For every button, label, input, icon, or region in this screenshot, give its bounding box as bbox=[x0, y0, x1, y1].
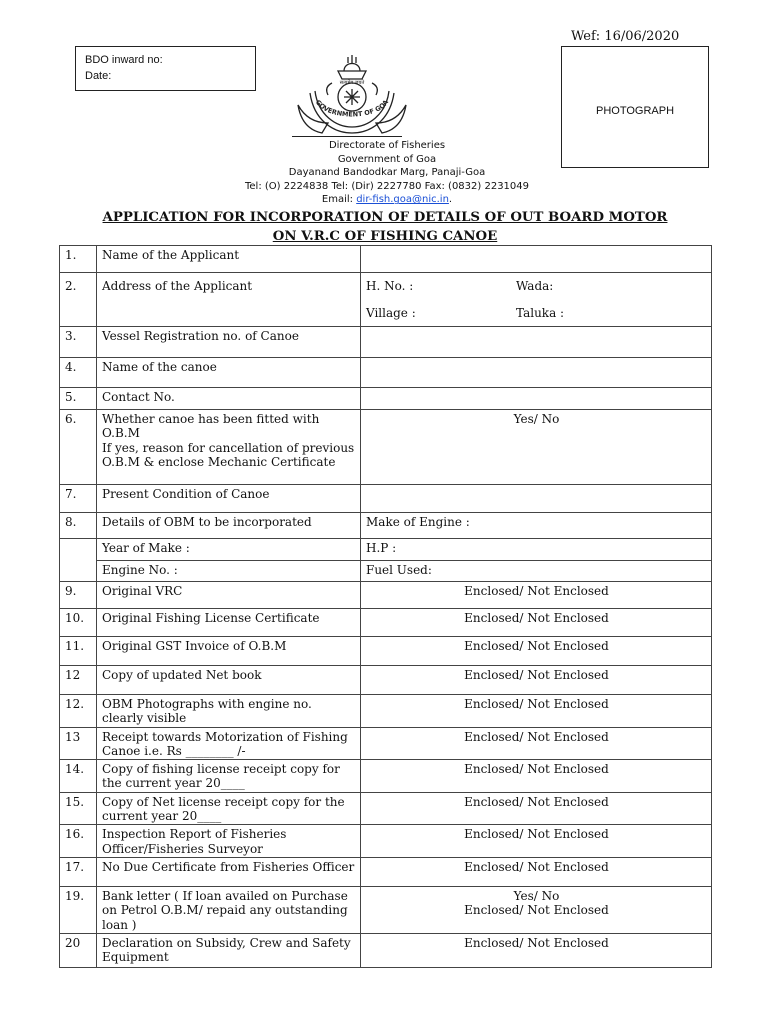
row-label: Receipt towards Motorization of Fishing Canoe i.e. Rs ________ /- bbox=[97, 727, 361, 760]
row-number: 7. bbox=[60, 485, 97, 513]
row-label: Address of the Applicant bbox=[97, 273, 361, 327]
row-label: Declaration on Subsidy, Crew and Safety Equipment bbox=[97, 933, 361, 967]
table-row bbox=[60, 561, 712, 582]
row-number: 15. bbox=[60, 792, 97, 825]
contact-no-field[interactable] bbox=[361, 388, 712, 410]
table-row bbox=[60, 273, 712, 327]
bank-letter-status[interactable] bbox=[361, 886, 712, 933]
government-of-goa-emblem bbox=[288, 53, 416, 139]
government-name: Government of Goa bbox=[337, 153, 437, 165]
header-divider bbox=[292, 136, 402, 137]
row-number: 3. bbox=[60, 327, 97, 358]
telephone-line: Tel: (O) 2224838 Tel: (Dir) 2227780 Fax: (0832) 2231049 bbox=[244, 180, 530, 192]
row-number: 8. bbox=[60, 513, 97, 539]
street-address: Dayanand Bandodkar Marg, Panaji-Goa bbox=[288, 167, 486, 179]
row-label: Inspection Report of Fisheries Officer/Fisheries Surveyor bbox=[97, 825, 361, 858]
enclosed-status[interactable]: Enclosed/ Not Enclosed bbox=[361, 760, 712, 793]
row-number: 17. bbox=[60, 857, 97, 886]
row-number: 12. bbox=[60, 695, 97, 728]
bdo-inward-label: BDO inward no: bbox=[85, 54, 163, 66]
table-row bbox=[60, 792, 712, 825]
row-label: Vessel Registration no. of Canoe bbox=[97, 327, 361, 358]
form-title bbox=[60, 208, 710, 246]
table-row bbox=[60, 727, 712, 760]
table-row bbox=[60, 582, 712, 609]
row-number: 9. bbox=[60, 582, 97, 609]
row-number: 19. bbox=[60, 886, 97, 933]
bdo-inward-box bbox=[75, 46, 256, 91]
applicant-address-field[interactable] bbox=[361, 273, 712, 327]
enclosed-status[interactable]: Enclosed/ Not Enclosed bbox=[361, 695, 712, 728]
row-number: 4. bbox=[60, 358, 97, 388]
row-number: 6. bbox=[60, 410, 97, 485]
applicant-name-field[interactable] bbox=[361, 246, 712, 273]
canoe-name-field[interactable] bbox=[361, 358, 712, 388]
table-row bbox=[60, 609, 712, 637]
row-label: Contact No. bbox=[97, 388, 361, 410]
form-title-line1: APPLICATION FOR INCORPORATION OF DETAILS OF OUT BOARD MOTOR bbox=[102, 210, 668, 225]
table-row bbox=[60, 666, 712, 695]
vessel-registration-field[interactable] bbox=[361, 327, 712, 358]
row-number: 12 bbox=[60, 666, 97, 695]
row-label: Name of the canoe bbox=[97, 358, 361, 388]
row-label: Original VRC bbox=[97, 582, 361, 609]
application-form-table bbox=[59, 245, 712, 968]
bdo-date-label: Date: bbox=[85, 70, 112, 82]
department-name: Directorate of Fisheries bbox=[328, 140, 446, 151]
row-label bbox=[97, 410, 361, 485]
row-label: Original GST Invoice of O.B.M bbox=[97, 637, 361, 666]
table-row bbox=[60, 246, 712, 273]
row-number: 2. bbox=[60, 273, 97, 327]
village-label: Village : bbox=[366, 306, 416, 321]
row-number: 10. bbox=[60, 609, 97, 637]
photograph-label: PHOTOGRAPH bbox=[595, 105, 675, 117]
row-label: OBM Photographs with engine no. clearly visible bbox=[97, 695, 361, 728]
row-number: 5. bbox=[60, 388, 97, 410]
year-of-make-label: Year of Make : bbox=[97, 539, 361, 561]
row-label: Copy of updated Net book bbox=[97, 666, 361, 695]
form-title-line2: ON V.R.C OF FISHING CANOE bbox=[272, 229, 498, 244]
table-row bbox=[60, 933, 712, 967]
department-address bbox=[180, 139, 594, 207]
table-row bbox=[60, 539, 712, 561]
table-row bbox=[60, 637, 712, 666]
enclosed-status[interactable]: Enclosed/ Not Enclosed bbox=[361, 609, 712, 637]
table-row bbox=[60, 410, 712, 485]
row-label: Bank letter ( If loan availed on Purchase on Petrol O.B.M/ repaid any outstanding loan ) bbox=[97, 886, 361, 933]
enclosed-status[interactable]: Enclosed/ Not Enclosed bbox=[361, 857, 712, 886]
hno-label: H. No. : bbox=[366, 279, 414, 293]
bank-letter-yes-no: Yes/ No bbox=[513, 888, 560, 903]
enclosed-status[interactable]: Enclosed/ Not Enclosed bbox=[361, 666, 712, 695]
emblem-ring-text: GOVERNMENT OF GOA bbox=[313, 98, 391, 119]
table-row bbox=[60, 485, 712, 513]
enclosed-status[interactable]: Enclosed/ Not Enclosed bbox=[361, 727, 712, 760]
enclosed-status[interactable]: Enclosed/ Not Enclosed bbox=[361, 792, 712, 825]
bank-letter-enclosed: Enclosed/ Not Enclosed bbox=[464, 903, 609, 918]
row-label: No Due Certificate from Fisheries Officer bbox=[97, 857, 361, 886]
row-number: 14. bbox=[60, 760, 97, 793]
row-number bbox=[60, 561, 97, 582]
email-link[interactable]: dir-fish.goa@nic.in bbox=[356, 194, 449, 206]
row-label: Details of OBM to be incorporated bbox=[97, 513, 361, 539]
table-row bbox=[60, 825, 712, 858]
row-label: Original Fishing License Certificate bbox=[97, 609, 361, 637]
hp-field[interactable]: H.P : bbox=[361, 539, 712, 561]
row-label: Copy of Net license receipt copy for the current year 20____ bbox=[97, 792, 361, 825]
obm-fitted-yes-no[interactable]: Yes/ No bbox=[361, 410, 712, 485]
row-label: Copy of fishing license receipt copy for the current year 20____ bbox=[97, 760, 361, 793]
table-row bbox=[60, 760, 712, 793]
row-number: 1. bbox=[60, 246, 97, 273]
enclosed-status[interactable]: Enclosed/ Not Enclosed bbox=[361, 933, 712, 967]
obm-fitted-label: Whether canoe has been fitted with O.B.M bbox=[102, 412, 320, 441]
enclosed-status[interactable]: Enclosed/ Not Enclosed bbox=[361, 637, 712, 666]
row-label: Present Condition of Canoe bbox=[97, 485, 361, 513]
table-row bbox=[60, 388, 712, 410]
row-number: 13 bbox=[60, 727, 97, 760]
emblem-motto: सत्यमेव जयते bbox=[339, 80, 365, 86]
row-number: 20 bbox=[60, 933, 97, 967]
engine-no-label: Engine No. : bbox=[97, 561, 361, 582]
table-row bbox=[60, 857, 712, 886]
fuel-used-field[interactable]: Fuel Used: bbox=[361, 561, 712, 582]
table-row bbox=[60, 358, 712, 388]
canoe-condition-field[interactable] bbox=[361, 485, 712, 513]
obm-cancellation-label: If yes, reason for cancellation of previous O.B.M & enclose Mechanic Certificate bbox=[102, 440, 355, 469]
row-label: Name of the Applicant bbox=[97, 246, 361, 273]
table-row bbox=[60, 513, 712, 539]
row-number: 11. bbox=[60, 637, 97, 666]
email-line: Email: dir-fish.goa@nic.in. bbox=[321, 194, 453, 206]
table-row bbox=[60, 886, 712, 933]
table-row bbox=[60, 327, 712, 358]
enclosed-status[interactable]: Enclosed/ Not Enclosed bbox=[361, 825, 712, 858]
wef-date: Wef: 16/06/2020 bbox=[571, 29, 680, 44]
wada-label: Wada: bbox=[516, 279, 554, 293]
table-row bbox=[60, 695, 712, 728]
enclosed-status[interactable]: Enclosed/ Not Enclosed bbox=[361, 582, 712, 609]
taluka-label: Taluka : bbox=[516, 306, 565, 321]
row-number bbox=[60, 539, 97, 561]
make-of-engine-field[interactable]: Make of Engine : bbox=[361, 513, 712, 539]
row-number: 16. bbox=[60, 825, 97, 858]
